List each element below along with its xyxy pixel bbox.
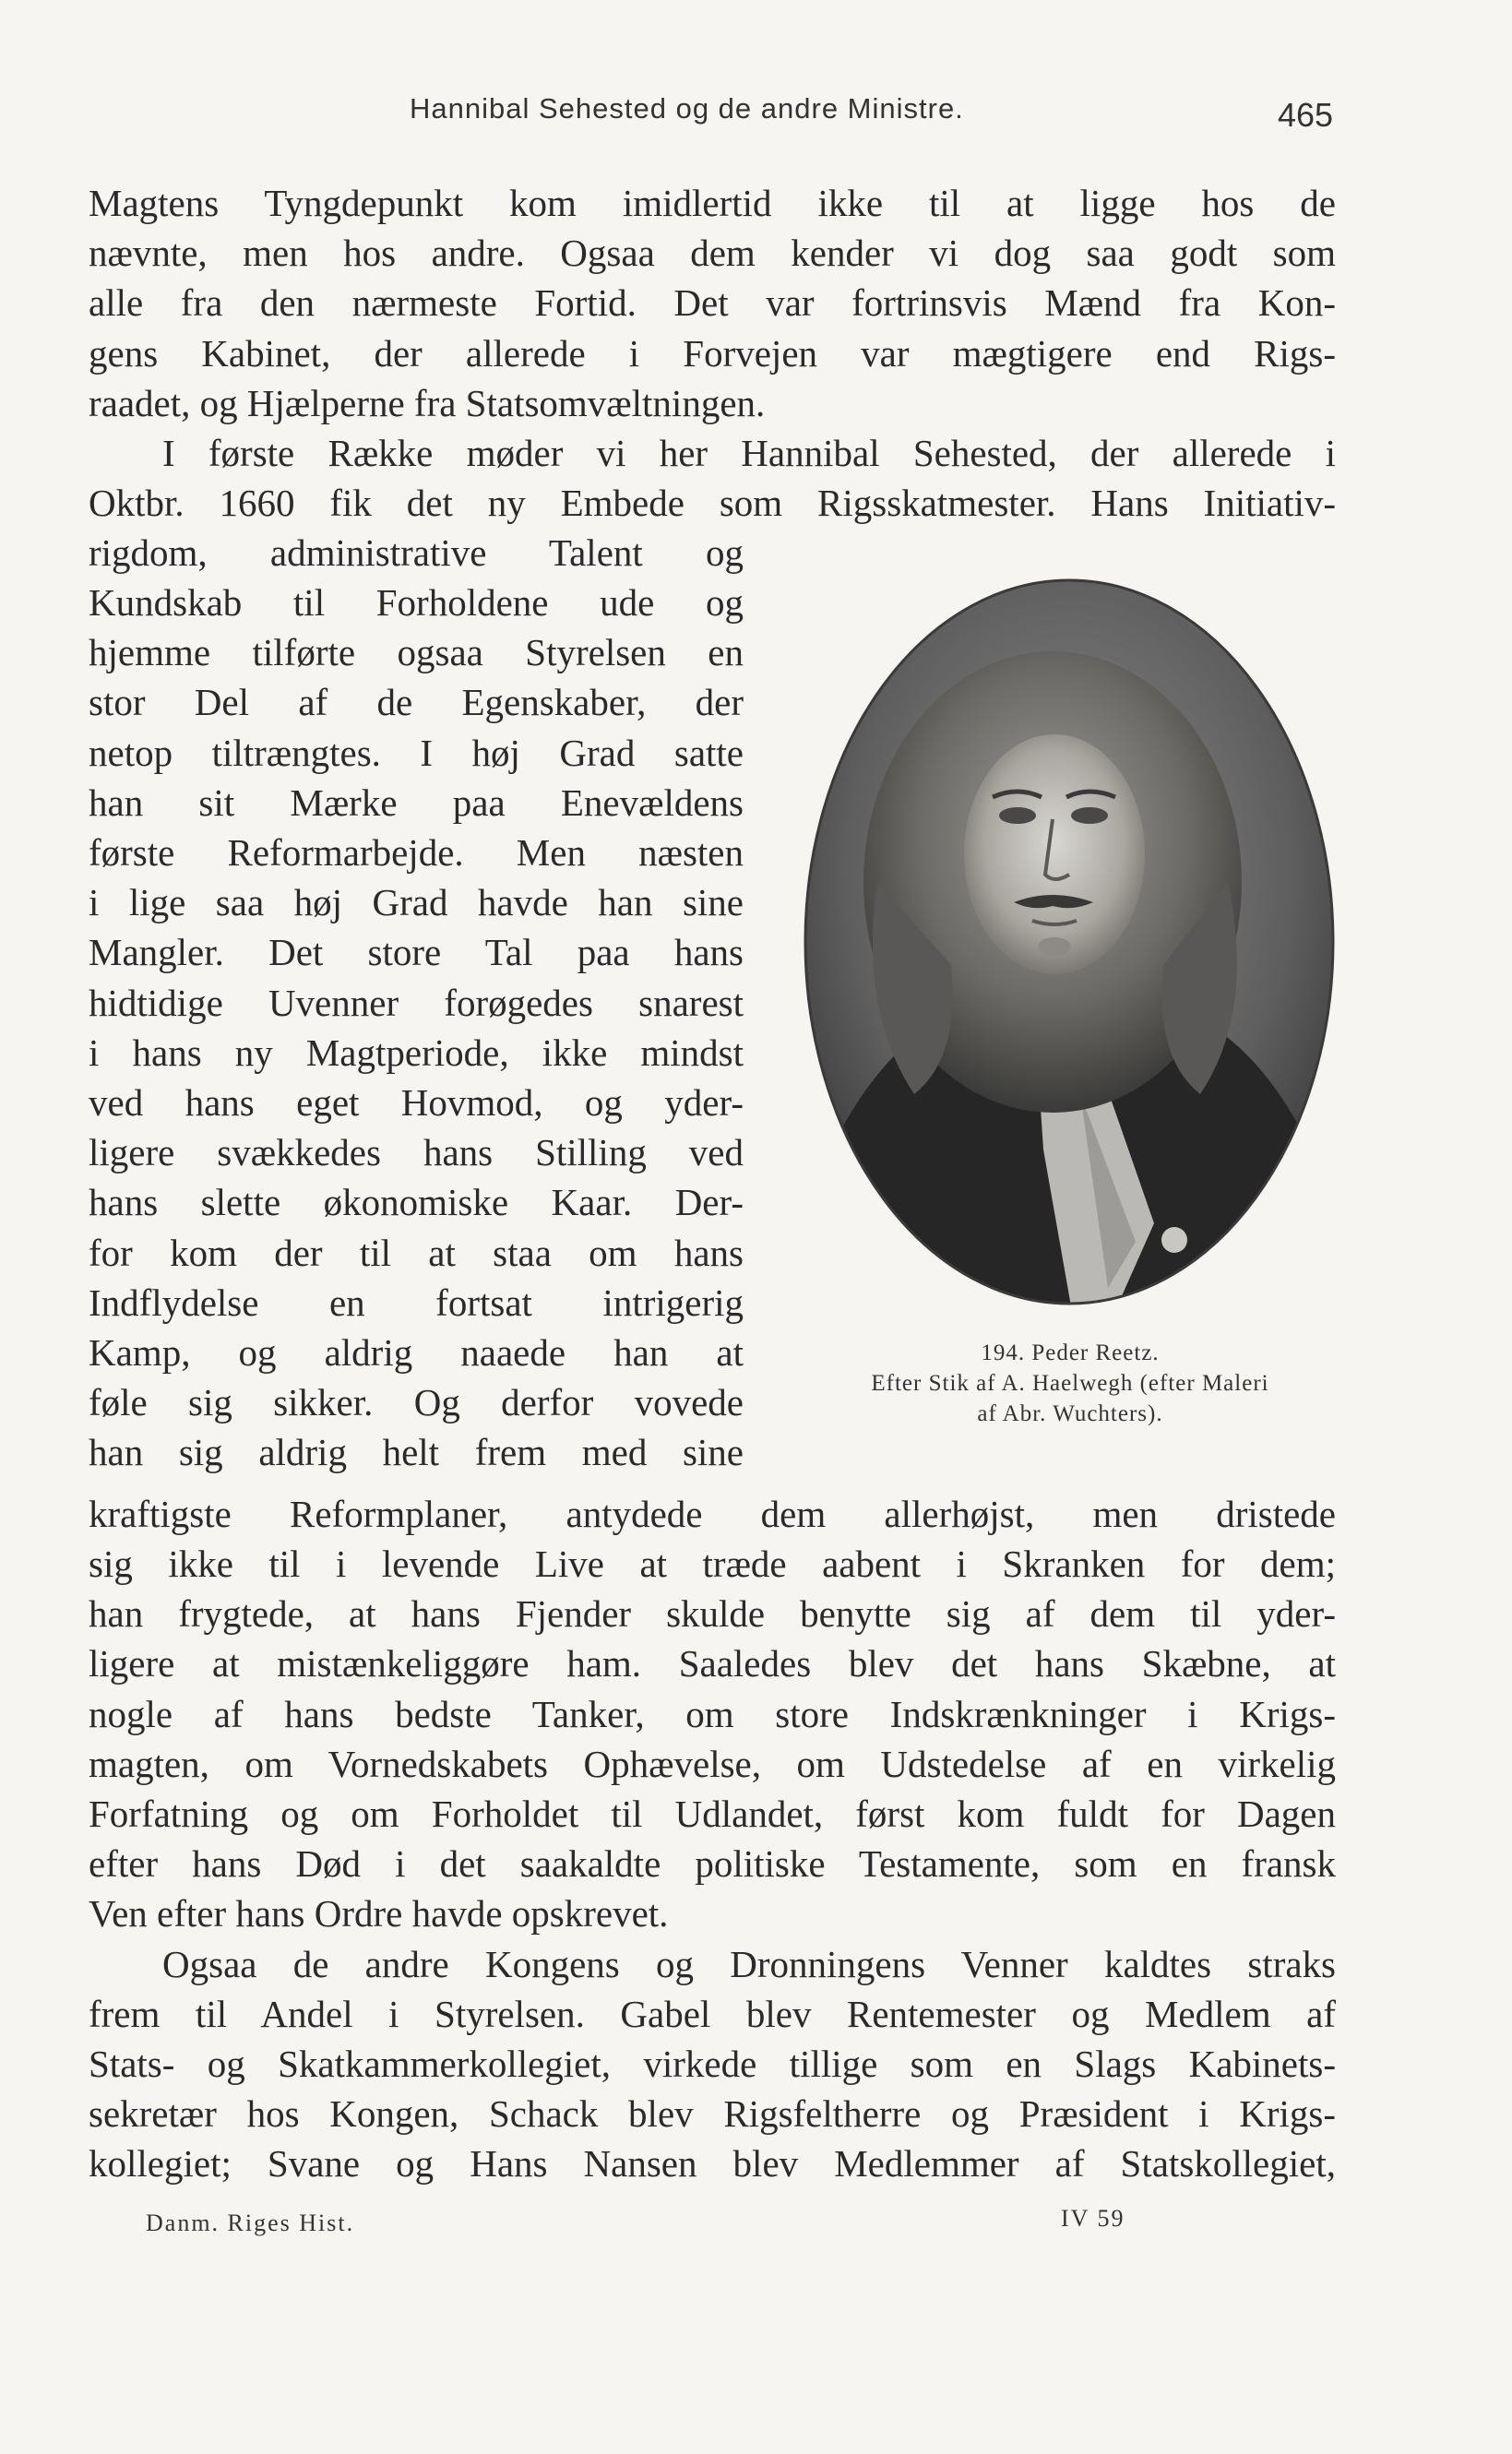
figure-caption-source-cont: af Abr. Wuchters). <box>977 1401 1163 1426</box>
text-line: ligere svækkedes hans Stilling ved <box>89 1131 744 1173</box>
text-line: gens Kabinet, der allerede i Forvejen var mægtigere end Rigs- <box>89 332 1336 375</box>
text-line: Ven efter hans Ordre havde opskrevet. <box>89 1892 669 1935</box>
text-line: kraftigste Reformplaner, antydede dem allerhøjst, men dristede <box>89 1493 1336 1535</box>
text-line: Kamp, og aldrig naaede han at <box>89 1331 744 1374</box>
text-line: nogle af hans bedste Tanker, om store Indskrænkninger i Krigs- <box>89 1693 1336 1735</box>
text-line: magten, om Vornedskabets Ophævelse, om Udstedelse af en virkelig <box>89 1743 1336 1785</box>
text-line: I første Række møder vi her Hannibal Sehested, der allerede i <box>162 432 1336 474</box>
text-line: for kom der til at staa om hans <box>89 1232 744 1274</box>
text-line: han sit Mærke paa Enevældens <box>89 781 744 824</box>
figure-caption-number: 194. Peder Reetz. <box>981 1340 1160 1365</box>
text-line: efter hans Død i det saakaldte politiske Testamente, som en fransk <box>89 1842 1336 1885</box>
text-line: Indflydelse en fortsat intrigerig <box>89 1281 744 1324</box>
text-line: Stats- og Skatkammerkollegiet, virkede tillige som en Slags Kabinets- <box>89 2043 1336 2085</box>
text-line: ligere at mistænkeliggøre ham. Saaledes blev det hans Skæbne, at <box>89 1642 1336 1685</box>
text-line: hjemme tilførte ogsaa Styrelsen en <box>89 631 744 673</box>
text-line: han frygtede, at hans Fjender skulde benytte sig af dem til yder- <box>89 1592 1336 1635</box>
text-line: sekretær hos Kongen, Schack blev Rigsfeltherre og Præsident i Krigs- <box>89 2092 1336 2135</box>
text-line: første Reformarbejde. Men næsten <box>89 831 744 874</box>
text-line: Oktbr. 1660 fik det ny Embede som Rigsskatmester. Hans Initiativ- <box>89 482 1336 524</box>
text-line: Magtens Tyngdepunkt kom imidlertid ikke til at ligge hos de <box>89 182 1336 224</box>
text-line: sig ikke til i levende Live at træde aabent i Skranken for dem; <box>89 1543 1336 1585</box>
text-line: nævnte, men hos andre. Ogsaa dem kender vi dog saa godt som <box>89 232 1336 274</box>
text-line: stor Del af de Egenskaber, der <box>89 681 744 723</box>
text-line: i lige saa høj Grad havde han sine <box>89 881 744 923</box>
text-line: hans slette økonomiske Kaar. Der- <box>89 1181 744 1223</box>
running-title: Hannibal Sehested og de andre Ministre. <box>410 92 964 125</box>
text-line: Mangler. Det store Tal paa hans <box>89 931 744 973</box>
portrait-engraving <box>804 578 1336 1306</box>
text-line: han sig aldrig helt frem med sine <box>89 1431 744 1473</box>
text-line: ved hans eget Hovmod, og yder- <box>89 1081 744 1124</box>
printer-signature-left: Danm. Riges Hist. <box>146 2210 355 2236</box>
text-line: i hans ny Magtperiode, ikke mindst <box>89 1031 744 1074</box>
figure-caption-source: Efter Stik af A. Haelwegh (efter Maleri <box>871 1371 1269 1396</box>
text-line: alle fra den nærmeste Fortid. Det var fortrinsvis Mænd fra Kon- <box>89 281 1336 324</box>
text-line: frem til Andel i Styrelsen. Gabel blev Rentemester og Medlem af <box>89 1993 1336 2035</box>
text-line: raadet, og Hjælperne fra Statsomvæltningen. <box>89 382 766 424</box>
text-line: kollegiet; Svane og Hans Nansen blev Medlemmer af Statskollegiet, <box>89 2142 1336 2185</box>
text-line: hidtidige Uvenner forøgedes snarest <box>89 982 744 1024</box>
printer-signature-right: IV 59 <box>1061 2205 1125 2232</box>
text-line: rigdom, administrative Talent og <box>89 531 744 574</box>
text-line: netop tiltrængtes. I høj Grad satte <box>89 732 744 774</box>
text-line: Forfatning og om Forholdet til Udlandet, først kom fuldt for Dagen <box>89 1793 1336 1835</box>
page-number: 465 <box>1278 96 1334 134</box>
text-line: Kundskab til Forholdene ude og <box>89 581 744 624</box>
text-line: Ogsaa de andre Kongens og Dronningens Venner kaldtes straks <box>162 1943 1336 1985</box>
text-line: føle sig sikker. Og derfor vovede <box>89 1381 744 1424</box>
